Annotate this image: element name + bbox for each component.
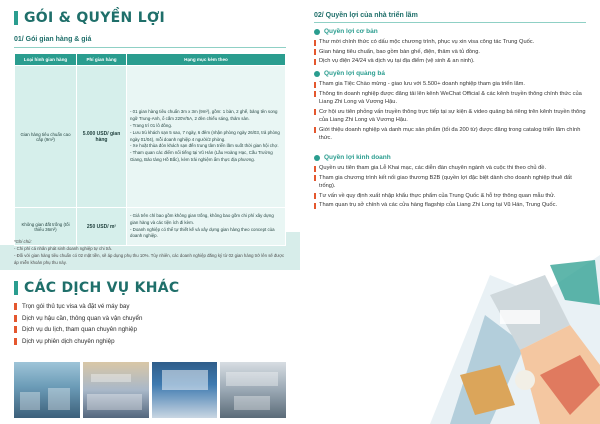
booth-price-subtitle: 01/ Gói gian hàng & giá: [14, 36, 92, 43]
list-item: [314, 126, 586, 143]
booth-price-table: [14, 53, 286, 246]
table-header-row: [15, 54, 286, 66]
packages-title: [14, 10, 165, 26]
check-circle-icon: [314, 155, 320, 161]
service-label: Dịch vụ du lịch, tham quan chuyên nghiệp: [22, 326, 137, 334]
exhibitor-benefits-heading: 02/ Quyền lợi của nhà triển lãm: [314, 12, 418, 19]
right-page: [300, 0, 600, 424]
list-item: [14, 326, 286, 333]
bullet-icon: [314, 127, 316, 133]
table-header-items: Hạng mục kèm theo: [127, 54, 286, 66]
benefit-text: Quyền ưu tiên tham gia Lễ Khai mạc, các diễn đàn chuyên ngành và cuộc thi theo chủ đề.: [319, 165, 547, 171]
list-item: [314, 164, 586, 173]
note-line: - Đối với gian hàng tiêu chuẩn có 02 mặt tiền, sẽ áp dụng phụ thu 10%. Tùy nhiên, các doanh nghiệp đăng ký từ 02 gian hàng trở lên sẽ được áp miễn khoản phụ thu này.: [14, 253, 285, 266]
table-row: [15, 66, 286, 208]
list-item: [314, 57, 586, 66]
list-item: [14, 338, 286, 345]
benefit-text: Tham gia Tiệc Chào mừng - giao lưu với 5.500+ doanh nghiệp tham gia triển lãm.: [319, 81, 525, 87]
table-header-price: Phí gian hàng: [77, 54, 127, 66]
bullet-icon: [314, 109, 316, 115]
benefit-group-header: [314, 28, 586, 35]
bullet-icon: [314, 82, 316, 88]
list-item: [314, 48, 586, 57]
bullet-icon: [314, 40, 316, 46]
booth-items-cell: [127, 66, 286, 208]
title-accent-bar: [14, 281, 18, 295]
bullet-icon: [14, 338, 17, 345]
bullet-icon: [314, 175, 316, 181]
note-line: - Chi phí cá nhân phát sinh doanh nghiệp tự chi trả.: [14, 246, 112, 252]
list-item: [14, 315, 286, 322]
booth-item-line: - Doanh nghiệp có thể tự thiết kế và xây dựng gian hàng theo concept của doanh nghiệp.: [130, 226, 275, 239]
service-label: Dịch vụ phiên dịch chuyên nghiệp: [22, 337, 115, 345]
bullet-icon: [314, 49, 316, 55]
booth-price-cell: 5.000 USD/ gian hàng: [77, 66, 127, 208]
benefit-text: Gian hàng tiêu chuẩn, bao gồm bàn ghế, điện, thảm và tủ đồng.: [319, 48, 480, 55]
bullet-icon: [14, 326, 17, 333]
benefit-text: Thư mời chính thức có dấu mộc chương trình, phục vụ xin visa công tác Trung Quốc.: [319, 39, 535, 45]
services-list: [14, 303, 286, 349]
benefit-group-business: [314, 154, 586, 211]
benefit-group-header: [314, 154, 586, 161]
booth-item-line: - Tham quan các điểm nổi tiếng tại Vũ Hán (Lầu Hoàng Hạc, Cầu Trường Giang, Bảo tàng Hồ Bắc), kèm trải nghiệm ẩm thực địa phương.: [130, 150, 273, 162]
bullet-icon: [314, 193, 316, 199]
list-item: [314, 192, 586, 201]
booth-item-line: - Trang trí 01 lô đông.: [130, 122, 172, 128]
booth-item-line: - Lưu trú khách sạn 5 sao, 7 ngày, 6 đêm (nhận phòng ngày 26/03, trả phòng ngày 01/04), mỗi doanh nghiệp 4 người/2 phòng.: [130, 129, 280, 142]
benefit-text: Tham quan trụ sở chính và các cửa hàng flagship của Liang Zhi Long tại Vũ Hán, Trung Quốc.: [319, 202, 558, 209]
benefit-text: Dịch vụ điện 24/24 và dịch vụ tại địa điểm (vệ sinh & an ninh).: [319, 58, 475, 65]
booth-type-cell: Gian hàng tiêu chuẩn cao cấp (9m²): [15, 66, 77, 208]
benefit-text: Giới thiệu doanh nghiệp và danh mục sản phẩm (tối đa 200 từ) được đăng trong catalog triển lãm chính thức.: [319, 126, 581, 142]
bullet-icon: [314, 166, 316, 172]
list-item: [314, 90, 586, 107]
benefit-text: Thông tin doanh nghiệp được đăng tải lên kênh WeChat Official & các kênh truyền thông chính thức của Liang Zhi Long và Vương Hậu.: [319, 90, 582, 106]
benefit-text: Tư vấn về quy định xuất nhập khẩu thực phẩm của Trung Quốc & hỗ trợ thông quan mẫu thử.: [319, 192, 556, 199]
list-item: [314, 38, 586, 47]
booth-type-cell: Không gian đất trống (tối thiểu 36m²): [15, 208, 77, 246]
benefit-group-title: Quyền lợi cơ bản: [324, 28, 378, 35]
packages-title-text: GÓI & QUYỀN LỢI: [24, 10, 165, 26]
booth-price-cell: 250 USD/ m²: [77, 208, 127, 246]
stage-screen-photo: [152, 362, 218, 418]
services-title-text: CÁC DỊCH VỤ KHÁC: [24, 280, 180, 296]
list-item: [314, 108, 586, 125]
booth-item-line: - Giá trên chỉ bao gồm không gian trống, không bao gồm chi phí xây dựng gian hàng và các tiện ích đi kèm.: [130, 212, 274, 225]
notes-title: *Ghi chú:: [14, 239, 32, 244]
list-item: [314, 201, 586, 210]
benefit-text: Tham gia chương trình kết nối giao thương B2B (quyền lợi đặc biệt dành cho doanh nghiệp thuê đất trống).: [319, 174, 572, 190]
booth-item-line: - Xe hoặt thùa đón khách sạn đến trung tâm triển lãm suốt thời gian hội chợ.: [130, 143, 279, 149]
exhibition-hall-photo: [14, 362, 80, 418]
benefit-group-header: [314, 70, 586, 77]
food-logistics-collage: [430, 255, 600, 424]
list-item: [314, 174, 586, 191]
forum-hall-photo: [220, 362, 286, 418]
bullet-icon: [314, 203, 316, 209]
heading-divider: [314, 22, 586, 23]
benefit-group-title: Quyền lợi kinh doanh: [324, 154, 391, 161]
exhibition-photo-strip: [14, 362, 286, 418]
benefit-group-promotion: [314, 70, 586, 144]
table-header-type: Loại hình gian hàng: [15, 54, 77, 66]
booth-crowd-photo: [83, 362, 149, 418]
benefit-group-basic: [314, 28, 586, 67]
booth-item-line: - 01 gian hàng tiêu chuẩn 3m x 3m (9m²), gồm: 1 bàn, 2 ghế, bảng tên song ngữ Trung-Anh, ổ cắm 220V/5A, 2 đèn chiếu sáng, thảm sàn.: [130, 109, 278, 122]
subtitle-divider: [14, 47, 286, 48]
service-label: Trọn gói thủ tục visa và đặt vé máy bay: [22, 303, 130, 310]
title-accent-bar: [14, 11, 18, 25]
service-label: Dịch vụ hậu cần, thông quan và vận chuyển: [22, 314, 143, 322]
bullet-icon: [14, 315, 17, 322]
bullet-icon: [314, 59, 316, 65]
benefit-group-title: Quyền lợi quảng bá: [324, 70, 385, 77]
services-title: [14, 280, 180, 296]
check-circle-icon: [314, 29, 320, 35]
check-circle-icon: [314, 71, 320, 77]
table-notes: [14, 238, 286, 266]
list-item: [314, 80, 586, 89]
bullet-icon: [14, 303, 17, 310]
list-item: [14, 303, 286, 310]
bullet-icon: [314, 91, 316, 97]
benefit-text: Cơ hội ưu tiên phỏng vấn truyền thông trực tiếp tại sự kiện & video quảng bá riêng trên kênh truyền thông của Liang Zhi Long và Vương Hậu.: [319, 108, 586, 124]
